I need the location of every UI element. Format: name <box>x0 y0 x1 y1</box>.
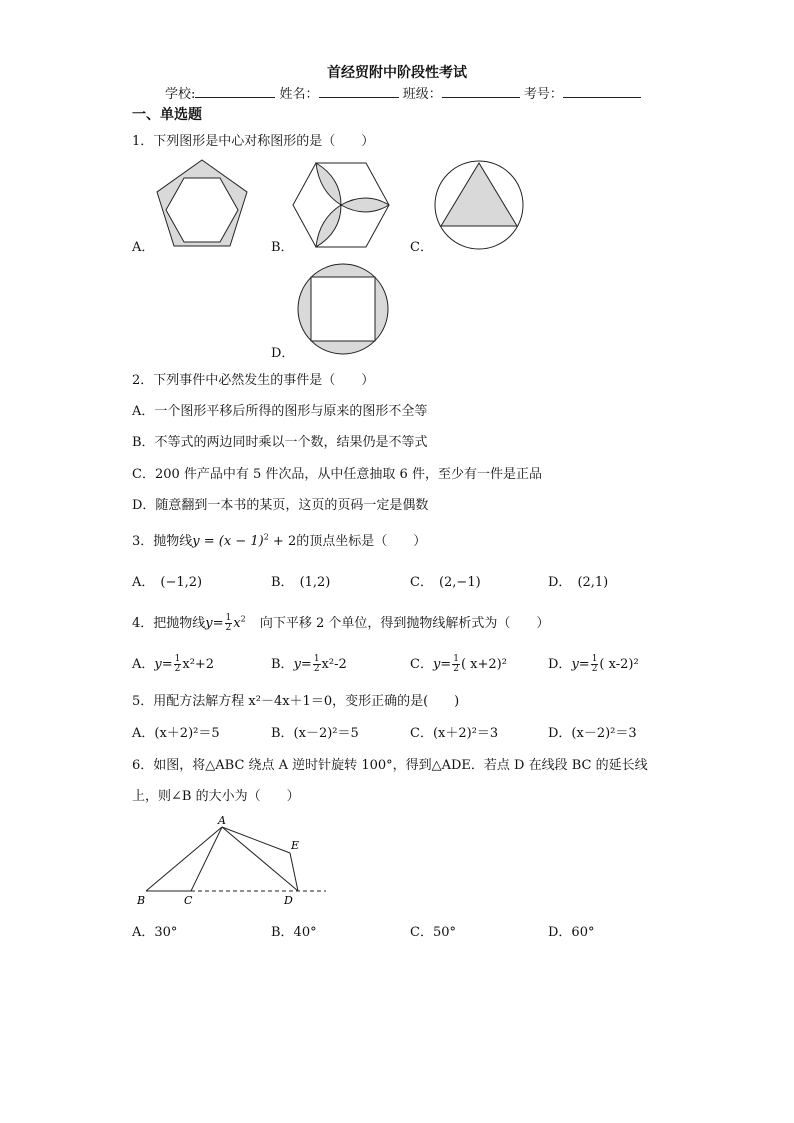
q3-option-b: B． (1,2) <box>271 575 331 590</box>
exam-title: 首经贸附中阶段性考试 <box>327 65 467 81</box>
q4-y: y= <box>205 616 224 631</box>
q4-suffix: 向下平移 2 个单位，得到抛物线解析式为（ ） <box>259 616 550 631</box>
q5-option-d: D．(x－2)²＝3 <box>548 726 637 741</box>
class-label: 班级： <box>402 87 442 102</box>
school-label: 学校: <box>165 87 196 102</box>
q3-value-a: (−1,2) <box>160 575 203 590</box>
q6-option-b: B．40° <box>271 925 317 940</box>
number-field[interactable] <box>563 85 641 98</box>
q1-label-d: D． <box>271 346 295 361</box>
q5-option-c: C．(x＋2)²＝3 <box>410 726 499 741</box>
q4-option-c: C．y= $\frac{1}{2}$ ( x+2)² <box>410 654 507 674</box>
q4-prefix: 4．把抛物线 <box>132 616 206 631</box>
point-e-label: E <box>291 839 300 852</box>
school-field[interactable] <box>195 85 275 98</box>
q4-tail-b: x²-2 <box>321 657 347 672</box>
q6-option-a: A．30° <box>132 925 178 940</box>
q6-option-c: C．50° <box>410 925 456 940</box>
point-b-label: B <box>137 894 146 907</box>
q2-stem: 2．下列事件中必然发生的事件是（ ） <box>132 373 375 388</box>
q4-option-a: A．y= $\frac{1}{2}$ x²+2 <box>132 654 215 674</box>
q3-option-d: D． (2,1) <box>548 575 609 590</box>
q1-figure-c <box>432 158 532 258</box>
name-field[interactable] <box>319 85 399 98</box>
point-c-label: C <box>184 894 193 907</box>
q1-stem: 1．下列图形是中心对称图形的是（ ） <box>132 134 375 149</box>
q1-label-a: A． <box>132 240 155 255</box>
point-d-label: D <box>284 894 293 907</box>
q3-prefix: 3．抛物线 <box>132 534 193 549</box>
point-a-label: A <box>218 814 226 827</box>
q4-stem: 4．把抛物线y= $\frac{1}{2}$ $x^2$ 向下平移 2 个单位，得到抛物线解析式为（ ） <box>132 613 550 633</box>
q3-formula-tail: + 2 <box>268 534 297 549</box>
info-line <box>165 83 641 102</box>
q1-figure-b <box>291 158 391 258</box>
number-label: 考号： <box>523 87 563 102</box>
q1-figure-d <box>296 262 396 362</box>
class-field[interactable] <box>442 85 520 98</box>
q6-line1: 6．如图，将△ABC 绕点 A 逆时针旋转 100°，得到△ADE．若点 D 在线段 BC 的延长线 <box>132 758 648 773</box>
q3-exponent: 2 <box>263 532 269 542</box>
q1-label-c: C． <box>410 240 433 255</box>
q5-stem: 5．用配方法解方程 x²－4x＋1＝0，变形正确的是( ) <box>132 694 460 709</box>
q4-option-d: D．y= $\frac{1}{2}$ ( x-2)² <box>548 654 639 674</box>
q4-tail-c: ( x+2)² <box>460 657 507 672</box>
q3-suffix: 的顶点坐标是（ ） <box>296 534 427 549</box>
q2-option-c: C．200 件产品中有 5 件次品，从中任意抽取 6 件，至少有一件是正品 <box>132 467 542 482</box>
q2-option-a: A．一个图形平移后所得的图形与原来的图形不全等 <box>132 404 428 419</box>
q3-value-c: (2,−1) <box>438 575 481 590</box>
q6-option-d: D．60° <box>548 925 595 940</box>
q3-value-b: (1,2) <box>299 575 331 590</box>
q5-option-a: A．(x＋2)²＝5 <box>132 726 220 741</box>
q3-value-d: (2,1) <box>577 575 609 590</box>
q1-figure-a <box>152 157 252 257</box>
q6-diagram <box>134 812 334 907</box>
q1-label-b: B． <box>271 240 294 255</box>
q3-option-a: A． (−1,2) <box>132 575 203 590</box>
q4-fraction: $\frac{1}{2}$ <box>225 613 232 633</box>
q2-option-b: B．不等式的两边同时乘以一个数，结果仍是不等式 <box>132 435 428 450</box>
q3-option-c: C． (2,−1) <box>410 575 481 590</box>
q2-option-d: D．随意翻到一本书的某页，这页的页码一定是偶数 <box>132 498 429 513</box>
q4-tail-d: ( x-2)² <box>599 657 639 672</box>
name-label: 姓名： <box>279 87 319 102</box>
q5-option-b: B．(x－2)²＝5 <box>271 726 359 741</box>
q3-formula: y = (x − 1) <box>192 534 264 549</box>
q4-tail-a: x²+2 <box>182 657 215 672</box>
section-heading: 一、单选题 <box>132 107 202 123</box>
q6-line2: 上，则∠B 的大小为（ ） <box>132 789 300 804</box>
q4-option-b: B．y= $\frac{1}{2}$ x²-2 <box>271 654 347 674</box>
q3-stem <box>132 530 426 549</box>
